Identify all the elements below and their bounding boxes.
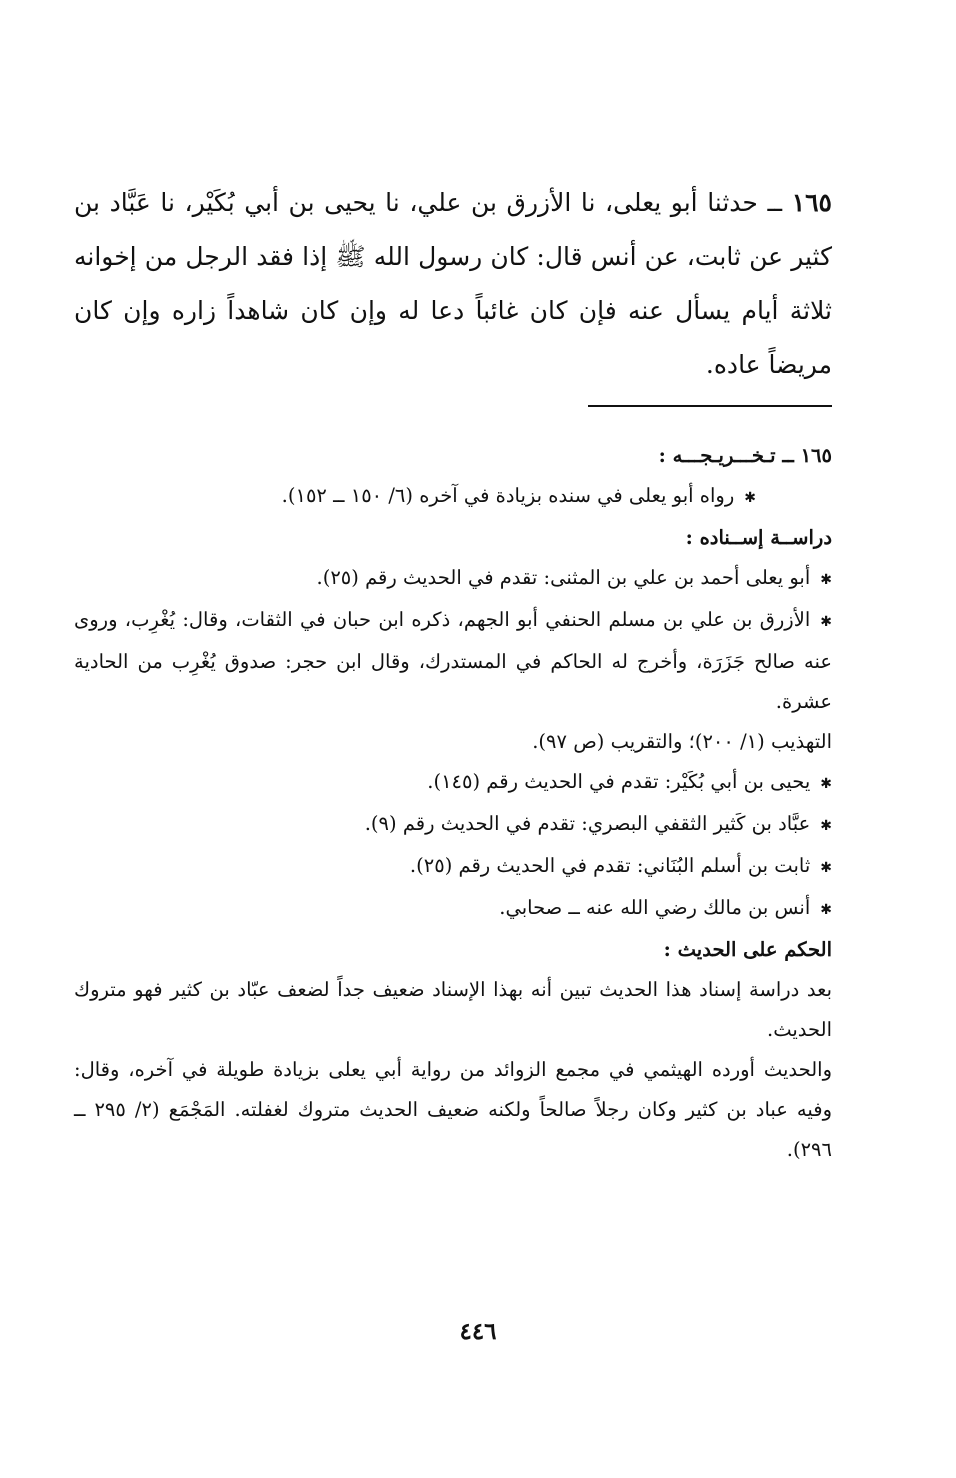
asterisk-icon: ✱ xyxy=(820,902,832,918)
footnotes xyxy=(74,436,832,1170)
hadith-body: ــ حدثنا أبو يعلى، نا الأزرق بن علي، نا يحيى بن أبي بُكَيْر، نا عَبَّاد بن كثير عن ثابت، عن أنس قال: كان رسول الله ﷺ إذا فقد الرجل من إخوانه ثلاثة أيام يسأل عنه فإن كان غائباً دعا له وإن كان شاهداً زاره وإن كان مريضاً عاده. xyxy=(74,188,832,379)
tahdhib-reference: التهذيب (١/ ٢٠٠)؛ والتقريب (ص ٩٧). xyxy=(532,730,832,753)
narrator-item: ✱يحيى بن أبي بُكَيْر: تقدم في الحديث رقم (١٤٥). xyxy=(74,762,832,804)
asterisk-icon: ✱ xyxy=(820,860,832,876)
narrator-item: ✱ثابت بن أسلم البُنَاني: تقدم في الحديث رقم (٢٥). xyxy=(74,846,832,888)
hukm-paragraph: والحديث أورده الهيثمي في مجمع الزوائد من رواية أبي يعلى بزيادة طويلة في آخره، وقال: وفيه عباد بن كثير وكان رجلاً صالحاً ولكنه ضعيف الحديث متروك لغفلته. المَجْمَع (٢/ ٢٩٥ ــ ٢٩٦). xyxy=(74,1058,832,1161)
narrator-item: ✱أنس بن مالك رضي الله عنه ــ صحابي. xyxy=(74,888,832,930)
asterisk-icon: ✱ xyxy=(820,776,832,792)
asterisk-icon: ✱ xyxy=(820,818,832,834)
asterisk-icon: ✱ xyxy=(744,490,756,506)
takhrij-heading: ١٦٥ ــ تـخـــريـجـــه : xyxy=(658,444,832,467)
hadith-text xyxy=(74,176,832,392)
takhrij-item: ✱رواه أبو يعلى في سنده بزيادة في آخره (٦/ ١٥٠ ــ ١٥٢). xyxy=(74,476,832,518)
hadith-number: ١٦٥ xyxy=(791,188,832,217)
asterisk-icon: ✱ xyxy=(820,572,832,588)
narrator-item: ✱الأزرق بن علي بن مسلم الحنفي أبو الجهم، ذكره ابن حبان في الثقات، وقال: يُغْرِب، وروى عنه صالح جَزَرَة، وأخرج له الحاكم في المستدرك، وقال ابن حجر: صدوق يُغْرِب من الحادية عشرة. xyxy=(74,600,832,722)
page-number: ٤٤٦ xyxy=(459,1318,497,1345)
dirasa-heading: دراســة إســناده : xyxy=(685,526,832,549)
narrator-item: ✱أبو يعلى أحمد بن علي بن المثنى: تقدم في الحديث رقم (٢٥). xyxy=(74,558,832,600)
footnote-separator xyxy=(588,405,832,407)
narrator-item: ✱عبَّاد بن كَثير الثقفي البصري: تقدم في الحديث رقم (٩). xyxy=(74,804,832,846)
hukm-heading: الحكم على الحديث : xyxy=(663,938,832,961)
hukm-paragraph: بعد دراسة إسناد هذا الحديث تبين أنه بهذا الإسناد ضعيف جداً لضعف عبّاد بن كثير فهو متروك الحديث. xyxy=(74,978,832,1041)
asterisk-icon: ✱ xyxy=(820,614,832,630)
